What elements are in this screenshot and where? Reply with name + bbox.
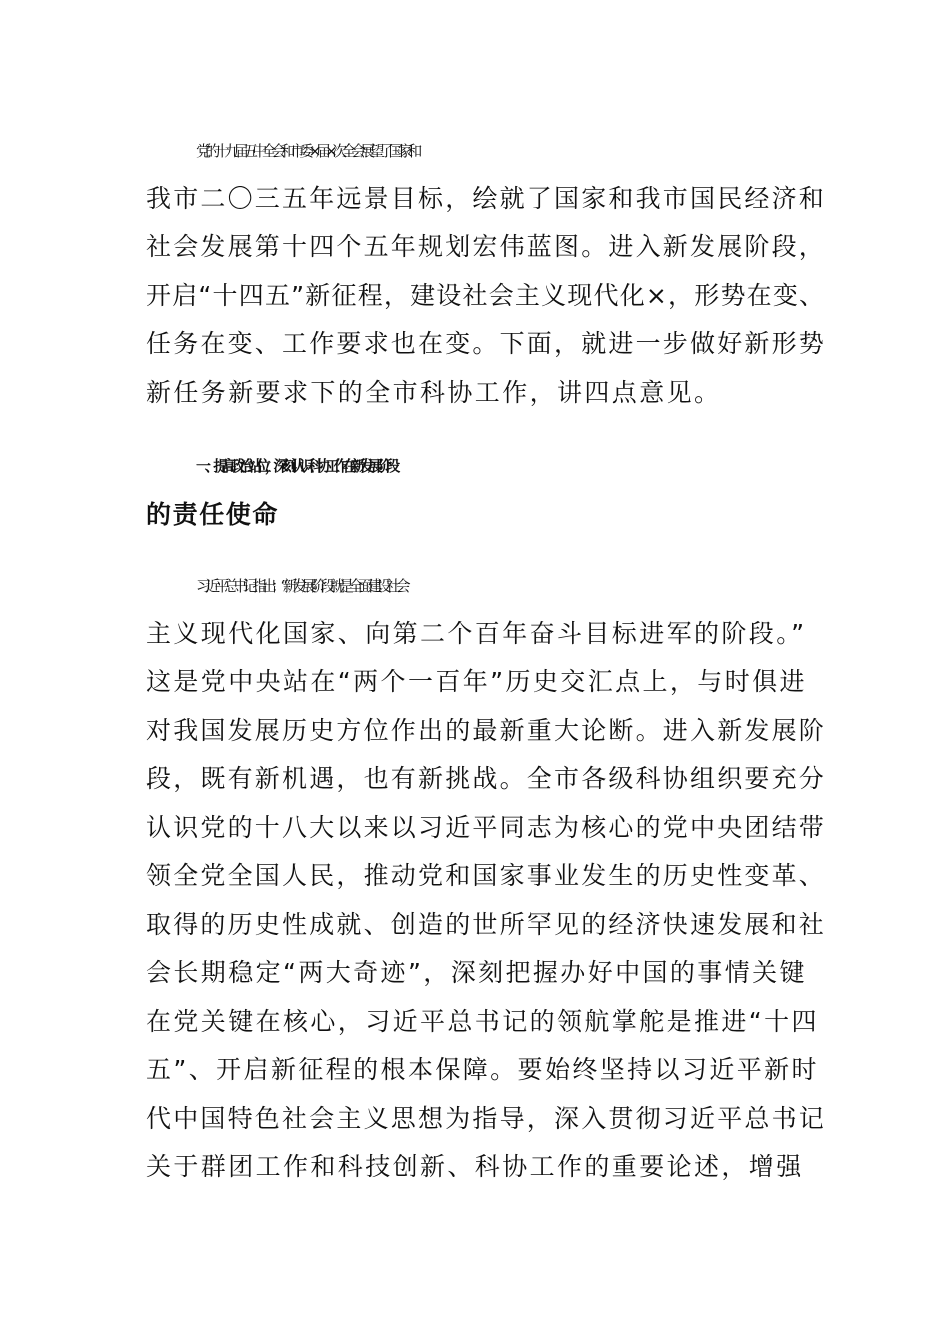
body-line-6: 认识党的十八大以来以习近平同志为核心的党中央团结带 [146, 813, 827, 842]
intro-line-4: 开启“十四五”新征程，建设社会主义现代化×，形势在变、 [146, 281, 826, 310]
intro-line-3: 社会发展第十四个五年规划宏伟蓝图。进入新发展阶段， [146, 232, 827, 261]
section-heading-line-1: 一、提高政治站位，深刻认识科协工作在新发展阶段 [196, 457, 394, 475]
body-line-11: 五”、开启新征程的根本保障。要始终坚持以习近平新时 [146, 1055, 819, 1084]
body-line-4: 对我国发展历史方位作出的最新重大论断。进入新发展阶 [146, 716, 827, 745]
body-line-10: 在党关键在核心，习近平总书记的领航掌舵是推进“十四 [146, 1007, 819, 1036]
section-heading-line-2: 的责任使命 [146, 500, 280, 529]
body-line-3: 这是党中央站在“两个一百年”历史交汇点上，与时俱进 [146, 667, 807, 696]
intro-line-5: 任务在变、工作要求也在变。下面，就进一步做好新形势 [146, 329, 827, 358]
body-line-5: 段，既有新机遇，也有新挑战。全市各级科协组织要充分 [146, 764, 827, 793]
body-line-1: 习近平总书记指出：“新发展阶段就是全面建设社会 [196, 577, 405, 595]
body-line-8: 取得的历史性成就、创造的世所罕见的经济快速发展和社 [146, 910, 827, 939]
body-line-12: 代中国特色社会主义思想为指导，深入贯彻习近平总书记 [146, 1104, 827, 1133]
intro-line-1: 党的十九届五中全会和市委×届×次全会展望了国家和 [196, 142, 417, 160]
intro-line-6: 新任务新要求下的全市科协工作，讲四点意见。 [146, 378, 722, 407]
body-line-9: 会长期稳定“两大奇迹”，深刻把握办好中国的事情关键 [146, 958, 807, 987]
body-line-13: 关于群团工作和科技创新、科协工作的重要论述，增强 [146, 1152, 804, 1181]
body-line-7: 领全党全国人民，推动党和国家事业发生的历史性变革、 [146, 861, 827, 890]
intro-line-2: 我市二〇三五年远景目标，绘就了国家和我市国民经济和 [146, 184, 827, 213]
body-line-2: 主义现代化国家、向第二个百年奋斗目标进军的阶段。” [146, 619, 807, 648]
